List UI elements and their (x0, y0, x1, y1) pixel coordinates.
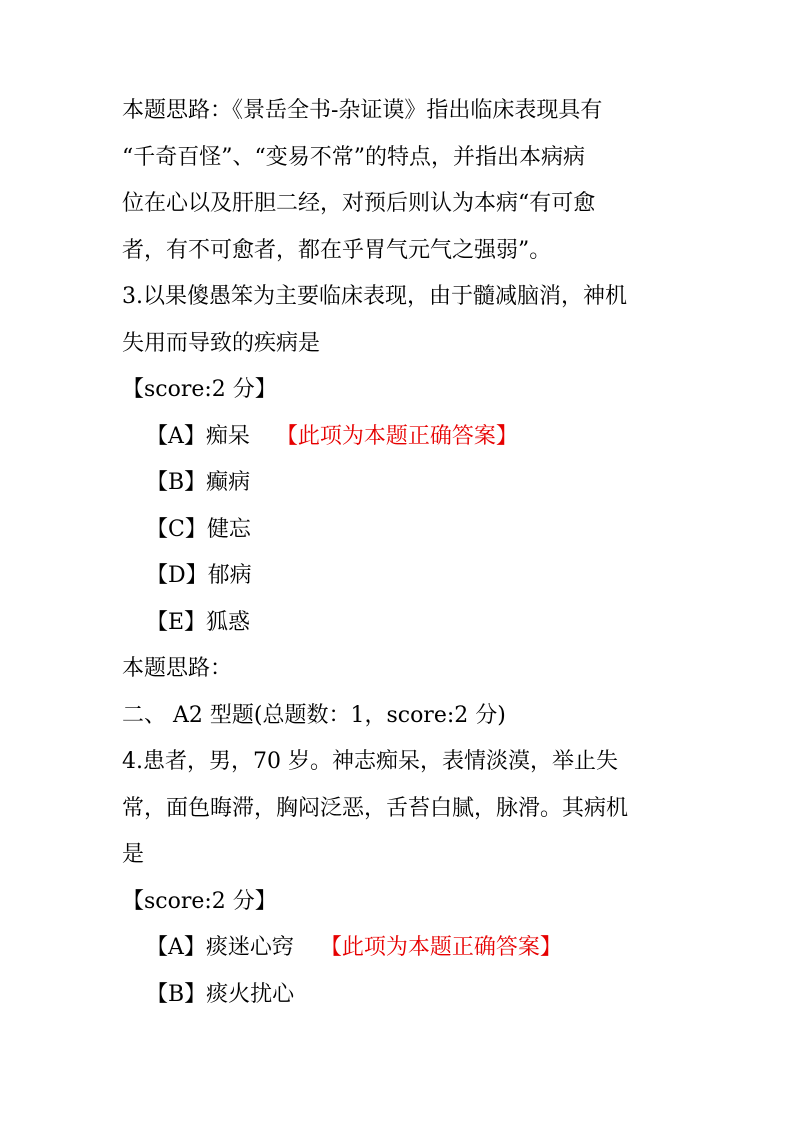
q2-explanation (122, 88, 682, 274)
paragraph-line: 位在心以及肝胆二经，对预后则认为本病“有可愈 (122, 191, 596, 216)
option-label: 【C】健忘 (146, 516, 251, 542)
question-text-line: 失用而导致的疾病是 (122, 330, 321, 356)
score-label: 【score:2 分】 (122, 888, 277, 914)
paragraph-line: 本题思路：《景岳全书-杂证谟》指出临床表现具有 (122, 98, 603, 123)
option-label: 【A】痰迷心窍 (146, 935, 294, 960)
question-text-line: 3.以果傻愚笨为主要临床表现，由于髓减脑消，神机 (122, 284, 627, 309)
document-page (122, 88, 682, 1018)
correct-answer-marker: 【此项为本题正确答案】 (275, 423, 518, 449)
paragraph-line: “千奇百怪”、“变易不常”的特点，并指出本病病 (122, 144, 585, 170)
option-b (122, 972, 682, 1019)
question-text-line: 是 (122, 842, 145, 867)
option-label: 【B】癫病 (146, 470, 251, 495)
question-3 (122, 274, 682, 693)
question-text-line: 常，面色晦滞，胸闷泛恶，舌苔白腻，脉滑。其病机 (122, 795, 629, 821)
score-label: 【score:2 分】 (122, 377, 277, 402)
option-b (122, 460, 682, 507)
section-heading: 二、 A2 型题(总题数：1，score:2 分) (122, 702, 506, 728)
option-label: 【E】狐惑 (146, 609, 251, 635)
question-4 (122, 739, 682, 1018)
option-d (122, 553, 682, 600)
option-a (122, 414, 682, 461)
explanation-label: 本题思路： (122, 656, 233, 681)
question-text-line: 4.患者，男，70 岁。神志痴呆，表情淡漠，举止失 (122, 749, 618, 774)
option-c (122, 507, 682, 554)
option-label: 【A】痴呆 (146, 423, 250, 449)
correct-answer-marker: 【此项为本题正确答案】 (319, 935, 562, 960)
option-label: 【B】痰火扰心 (146, 981, 295, 1007)
option-label: 【D】郁病 (146, 563, 252, 588)
option-a (122, 925, 682, 972)
paragraph-line: 者，有不可愈者，都在乎胃气元气之强弱”。 (122, 237, 552, 263)
option-e (122, 600, 682, 647)
